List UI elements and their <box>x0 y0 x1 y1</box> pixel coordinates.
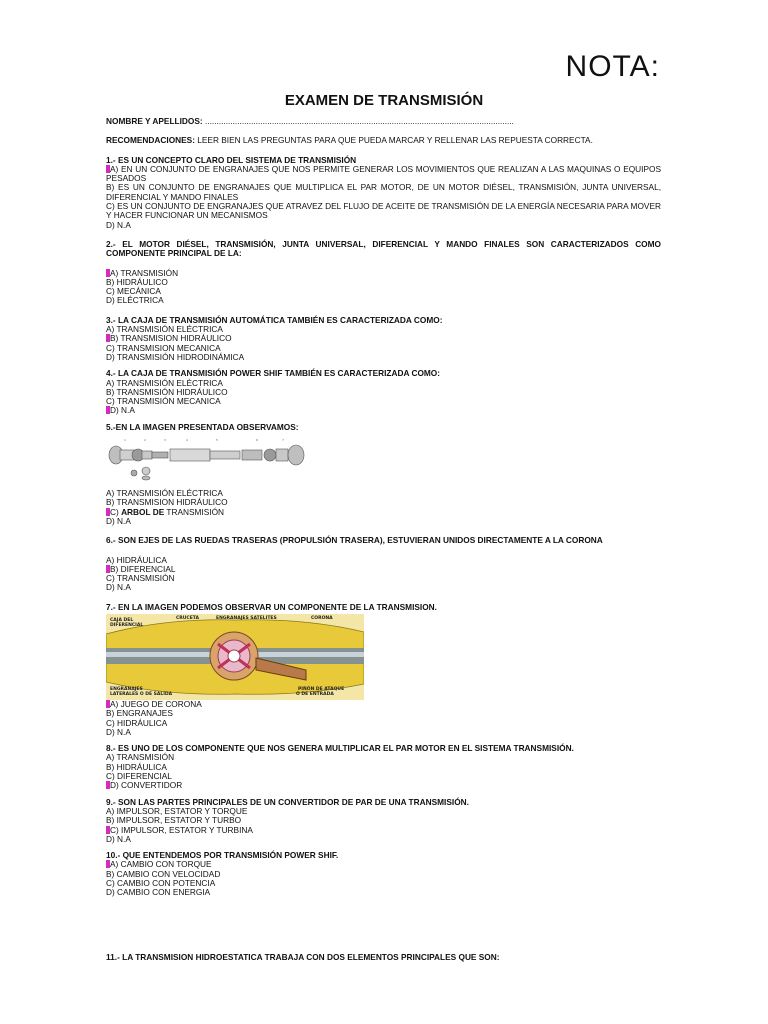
q10-option-c[interactable]: C) CAMBIO CON POTENCIA <box>106 878 216 889</box>
svg-text:7: 7 <box>282 438 284 443</box>
name-dots: ...................................................................................................................................... <box>204 117 514 126</box>
svg-text:CRUCETA: CRUCETA <box>176 615 200 621</box>
question-2: 2.- EL MOTOR DIÉSEL, TRANSMISIÓN, JUNTA UNIVERSAL, DIFERENCIAL Y MANDO FINALES SON CARACTERIZADOS COMO COMPONENTE PRINCIPAL DE LA: <box>106 238 661 259</box>
q7-option-c[interactable]: C) HIDRÁULICA <box>106 717 168 728</box>
question-4: 4.- LA CAJA DE TRANSMISIÓN POWER SHIF TAMBIÉN ES CARACTERIZADA COMO: <box>106 368 441 379</box>
question-10: 10.- QUE ENTENDEMOS POR TRANSMISIÓN POWER SHIF. <box>106 850 339 861</box>
q7-option-a[interactable]: A) JUEGO DE CORONA <box>106 700 661 709</box>
question-7: 7.- EN LA IMAGEN PODEMOS OBSERVAR UN COMPONENTE DE LA TRANSMISION. <box>106 601 437 612</box>
q6-option-a[interactable]: A) HIDRÁULICA <box>106 554 167 565</box>
q2-option-b[interactable]: B) HIDRÁULICO <box>106 276 168 287</box>
q3-option-c[interactable]: C) TRANSMISION MECANICA <box>106 342 221 353</box>
svg-text:3: 3 <box>164 438 166 443</box>
svg-text:6: 6 <box>256 438 258 443</box>
recommendations-label: RECOMENDACIONES: <box>106 136 195 146</box>
q8-option-c[interactable]: C) DIFERENCIAL <box>106 771 172 782</box>
q8-option-b[interactable]: B) HIDRÁULICA <box>106 761 167 772</box>
svg-text:LATERALES O DE SALIDA: LATERALES O DE SALIDA <box>110 691 173 697</box>
q5-option-c[interactable]: C) ARBOL DE TRANSMISIÓN <box>106 508 661 517</box>
q6-option-c[interactable]: C) TRANSMISIÓN <box>106 573 175 584</box>
name-label: NOMBRE Y APELLIDOS: <box>106 117 203 126</box>
svg-text:ENGRANAJES: ENGRANAJES <box>110 686 143 692</box>
differential-image <box>106 614 364 700</box>
q6-option-b[interactable]: B) DIFERENCIAL <box>106 565 661 574</box>
q3-option-b[interactable]: B) TRANSMISION HIDRÁULICO <box>106 334 661 343</box>
svg-text:DIFERENCIAL: DIFERENCIAL <box>110 622 144 628</box>
q5-option-a[interactable]: A) TRANSMISIÓN ELÉCTRICA <box>106 488 223 499</box>
question-6: 6.- SON EJES DE LAS RUEDAS TRASERAS (PROPULSIÓN TRASERA), ESTUVIERAN UNIDOS DIRECTAMENTE A LA CORONA <box>106 535 603 546</box>
question-3: 3.- LA CAJA DE TRANSMISIÓN AUTOMÁTICA TAMBIÉN ES CARACTERIZADA COMO: <box>106 314 443 325</box>
q5-option-b[interactable]: B) TRANSMISION HIDRÁULICO <box>106 497 228 508</box>
q4-option-d[interactable]: D) N.A <box>106 406 661 415</box>
svg-text:4: 4 <box>186 438 188 443</box>
q2-option-c[interactable]: C) MECÁNICA <box>106 286 161 297</box>
svg-text:2: 2 <box>144 438 146 443</box>
q7-option-b[interactable]: B) ENGRANAJES <box>106 708 173 719</box>
svg-text:ENGRANAJES SATELITES: ENGRANAJES SATELITES <box>216 615 277 621</box>
q4-option-c[interactable]: C) TRANSMISIÓN MECANICA <box>106 396 221 407</box>
question-9: 9.- SON LAS PARTES PRINCIPALES DE UN CONVERTIDOR DE PAR DE UNA TRANSMISIÓN. <box>106 796 469 807</box>
exam-title: EXAMEN DE TRANSMISIÓN <box>284 92 484 109</box>
question-5: 5.-EN LA IMAGEN PRESENTADA OBSERVAMOS: <box>106 421 299 432</box>
question-8: 8.- ES UNO DE LOS COMPONENTE QUE NOS GENERA MULTIPLICAR EL PAR MOTOR EN EL SISTEMA TRANSMISIÓN. <box>106 743 574 754</box>
svg-text:O DE ENTRADA: O DE ENTRADA <box>296 691 334 697</box>
q9-option-d[interactable]: D) N.A <box>106 833 131 844</box>
svg-text:CORONA: CORONA <box>311 615 333 621</box>
q7-option-d[interactable]: D) N.A <box>106 726 131 737</box>
grade-label: NOTA: <box>565 50 660 83</box>
q8-option-a[interactable]: A) TRANSMISIÓN <box>106 752 175 763</box>
q10-option-a[interactable]: A) CAMBIO CON TORQUE <box>106 860 661 869</box>
question-11: 11.- LA TRANSMISION HIDROESTATICA TRABAJA CON DOS ELEMENTOS PRINCIPALES QUE SON: <box>106 951 500 962</box>
svg-text:PIÑÓN DE ATAQUE: PIÑÓN DE ATAQUE <box>298 686 345 692</box>
q6-option-d[interactable]: D) N.A <box>106 582 131 593</box>
q5-option-d[interactable]: D) N.A <box>106 515 131 526</box>
q8-option-d[interactable]: D) CONVERTIDOR <box>106 781 661 790</box>
q3-option-d[interactable]: D) TRANSMISIÓN HIDRODINÁMICA <box>106 351 245 362</box>
q2-option-d[interactable]: D) ELÉCTRICA <box>106 295 164 306</box>
q9-option-a[interactable]: A) IMPULSOR, ESTATOR Y TORQUE <box>106 805 248 816</box>
svg-text:1: 1 <box>124 438 126 443</box>
recommendations-text: LEER BIEN LAS PREGUNTAS PARA QUE PUEDA MARCAR Y RELLENAR LAS REPUESTA CORRECTA. <box>194 136 593 146</box>
svg-text:CAJA DEL: CAJA DEL <box>110 617 134 623</box>
q10-option-d[interactable]: D) CAMBIO CON ENERGIA <box>106 887 211 898</box>
q9-option-c[interactable]: C) IMPULSOR, ESTATOR Y TURBINA <box>106 826 661 835</box>
q3-option-a[interactable]: A) TRANSMISIÓN ELÉCTRICA <box>106 324 223 335</box>
q2-option-a[interactable]: A) TRANSMISIÓN <box>106 269 661 278</box>
exam-body <box>106 117 661 962</box>
q1-option-d[interactable]: D) N.A <box>106 219 131 230</box>
question-1: 1.- ES UN CONCEPTO CLARO DEL SISTEMA DE TRANSMISIÓN <box>106 154 357 165</box>
recommendations <box>106 136 661 145</box>
drive-shaft-image <box>106 435 306 483</box>
q4-option-a[interactable]: A) TRANSMISIÓN ELÉCTRICA <box>106 377 223 388</box>
q10-option-b[interactable]: B) CAMBIO CON VELOCIDAD <box>106 868 221 879</box>
q1-option-c[interactable]: C) ES UN CONJUNTO DE ENGRANAJES QUE ATRAVEZ DEL FLUJO DE ACEITE DE TRANSMISIÓN DE LA ENERGÍA NECESARIA PARA MOVER Y HACER FUNCIONAR UN MECANISMOS <box>106 201 661 221</box>
q1-option-a[interactable]: A) EN UN CONJUNTO DE ENGRANAJES QUE NOS PERMITE GENERAR LOS MOVIMIENTOS QUE REALIZAN A LAS MAQUINAS O EQUIPOS PESADOS <box>106 163 661 184</box>
q1-option-b[interactable]: B) ES UN CONJUNTO DE ENGRANAJES QUE MULTIPLICA EL PAR MOTOR, DE UN MOTOR DIÉSEL, TRANSMISIÓN, JUNTA UNIVERSAL, DIFERENCIAL Y MANDO FINALES <box>106 182 661 202</box>
name-field[interactable] <box>106 117 661 126</box>
svg-text:5: 5 <box>216 438 218 443</box>
q9-option-b[interactable]: B) IMPULSOR, ESTATOR Y TURBO <box>106 815 242 826</box>
q4-option-b[interactable]: B) TRANSMISIÓN HIDRÁULICO <box>106 386 228 397</box>
